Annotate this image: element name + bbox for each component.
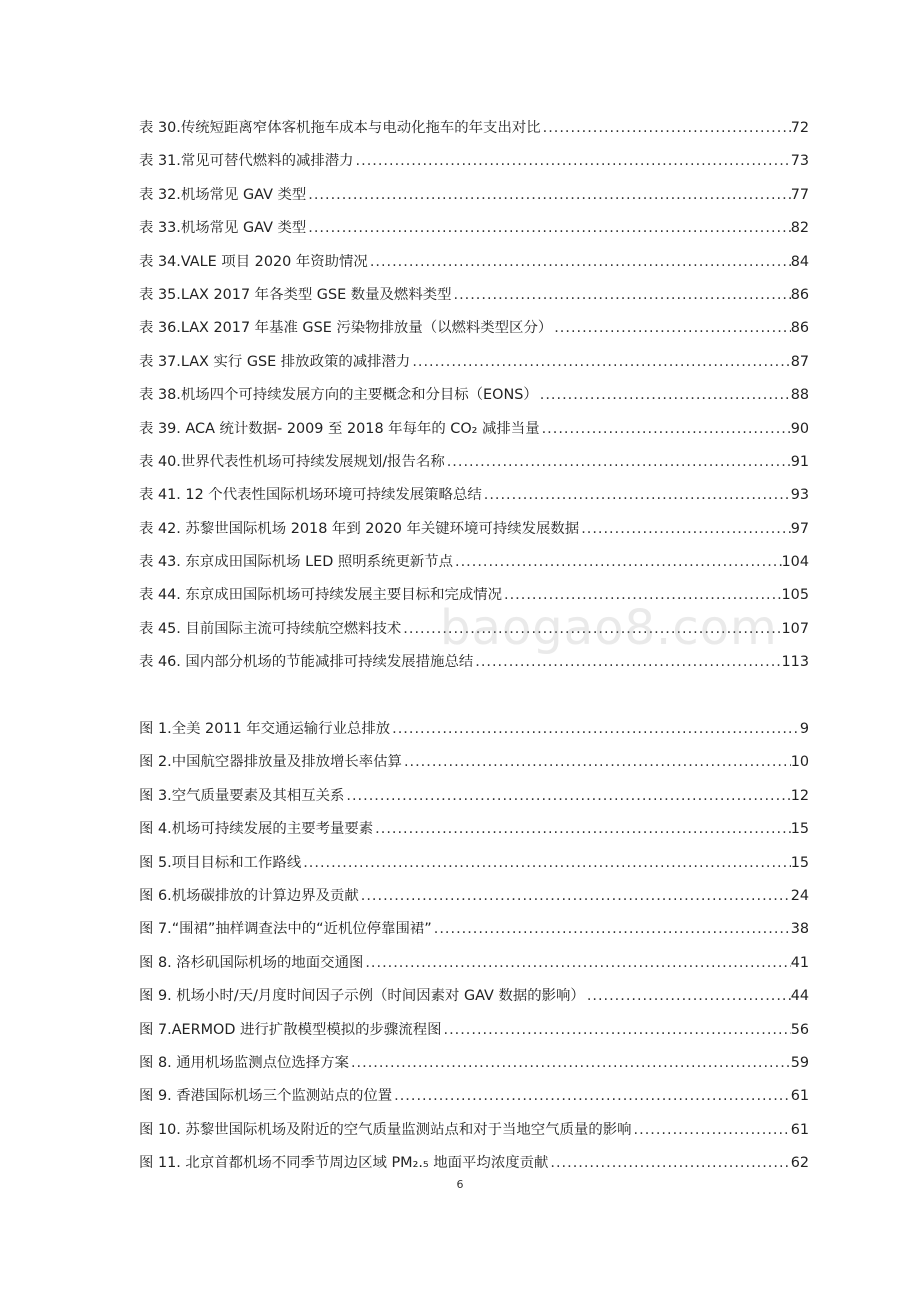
entry-label: 表 39. ACA 统计数据- 2009 至 2018 年每年的 CO₂ 减排当量 <box>139 420 540 437</box>
entry-label: 表 34.VALE 项目 2020 年资助情况 <box>139 253 368 270</box>
leader-dots <box>354 145 791 178</box>
toc-entry-figure-10[interactable] <box>139 1114 809 1147</box>
entry-page: 9 <box>799 721 809 737</box>
toc-entry-figure-11[interactable] <box>139 1147 809 1180</box>
entry-label: 表 42. 苏黎世国际机场 2018 年到 2020 年关键环境可持续发展数据 <box>139 520 580 537</box>
leader-dots <box>401 613 781 646</box>
toc-entry-table-44[interactable] <box>139 579 809 612</box>
entry-page: 84 <box>790 253 809 270</box>
toc-entry-figure-6[interactable] <box>139 880 809 913</box>
entry-label: 表 36.LAX 2017 年基准 GSE 污染物排放量（以燃料类型区分） <box>139 320 553 337</box>
leader-dots <box>363 947 790 980</box>
toc-entry-figure-3[interactable] <box>139 780 809 813</box>
entry-label: 表 31.常见可替代燃料的减排潜力 <box>139 153 354 170</box>
entry-label: 表 30.传统短距离窄体客机拖车成本与电动化拖车的年支出对比 <box>139 120 541 136</box>
entry-label: 图 3.空气质量要素及其相互关系 <box>139 787 345 804</box>
entry-page: 12 <box>790 787 809 804</box>
entry-label: 图 1.全美 2011 年交通运输行业总排放 <box>139 721 391 737</box>
entry-page: 97 <box>790 520 809 537</box>
leader-dots <box>452 279 791 312</box>
entry-page: 61 <box>790 1121 809 1138</box>
entry-page: 86 <box>790 286 809 303</box>
entry-page: 72 <box>790 120 809 136</box>
entry-page: 87 <box>790 353 809 370</box>
leader-dots <box>538 379 791 412</box>
entry-label: 表 44. 东京成田国际机场可持续发展主要目标和完成情况 <box>139 587 503 604</box>
entry-page: 41 <box>790 954 809 971</box>
entry-page: 93 <box>790 487 809 504</box>
leader-dots <box>442 1014 791 1047</box>
leader-dots <box>482 479 791 512</box>
leader-dots <box>359 880 791 913</box>
leader-dots <box>432 913 791 946</box>
leader-dots <box>502 579 782 612</box>
entry-page: 86 <box>790 320 809 337</box>
leader-dots <box>579 513 791 546</box>
entry-page: 15 <box>790 854 809 871</box>
entry-label: 表 43. 东京成田国际机场 LED 照明系统更新节点 <box>139 554 454 571</box>
entry-label: 图 8. 洛杉矶国际机场的地面交通图 <box>139 954 364 971</box>
toc-entry-figure-7[interactable] <box>139 913 809 946</box>
entry-label: 表 46. 国内部分机场的节能减排可持续发展措施总结 <box>139 654 474 671</box>
toc-entry-figure-8b[interactable] <box>139 1047 809 1080</box>
leader-dots <box>453 546 782 579</box>
entry-page: 105 <box>781 587 809 604</box>
toc-entry-figure-1[interactable] <box>139 713 809 746</box>
entry-page: 88 <box>790 387 809 404</box>
leader-dots <box>548 1147 790 1180</box>
toc-entry-figure-5[interactable] <box>139 847 809 880</box>
leader-dots <box>410 346 790 379</box>
entry-page: 107 <box>781 620 809 637</box>
toc-entry-figure-9b[interactable] <box>139 1080 809 1113</box>
entry-label: 表 45. 目前国际主流可持续航空燃料技术 <box>139 620 402 637</box>
entry-label: 表 35.LAX 2017 年各类型 GSE 数量及燃料类型 <box>139 286 452 303</box>
entry-label: 图 7.“围裙”抽样调查法中的“近机位停靠围裙” <box>139 921 432 938</box>
entry-label: 图 9. 香港国际机场三个监测站点的位置 <box>139 1088 393 1105</box>
table-list <box>139 112 809 680</box>
leader-dots <box>552 312 790 345</box>
toc-entry-figure-9[interactable] <box>139 980 809 1013</box>
entry-label: 表 38.机场四个可持续发展方向的主要概念和分目标（EONS） <box>139 387 538 404</box>
entry-page: 44 <box>790 988 809 1005</box>
toc-entry-figure-4[interactable] <box>139 813 809 846</box>
entry-page: 77 <box>790 186 809 203</box>
leader-dots <box>392 1080 791 1113</box>
toc-entry-table-42[interactable] <box>139 513 809 546</box>
entry-label: 图 7.AERMOD 进行扩散模型模拟的步骤流程图 <box>139 1021 442 1038</box>
entry-label: 表 40.世界代表性机场可持续发展规划/报告名称 <box>139 453 445 470</box>
entry-label: 图 5.项目目标和工作路线 <box>139 854 302 871</box>
toc-entry-table-40[interactable] <box>139 446 809 479</box>
entry-page: 24 <box>790 887 809 904</box>
leader-dots <box>402 746 791 779</box>
toc-entry-figure-2[interactable] <box>139 746 809 779</box>
leader-dots <box>541 112 791 145</box>
entry-label: 图 11. 北京首都机场不同季节周边区域 PM₂.₅ 地面平均浓度贡献 <box>139 1155 549 1172</box>
toc-entry-table-43[interactable] <box>139 546 809 579</box>
entry-label: 表 33.机场常见 GAV 类型 <box>139 220 307 237</box>
entry-page: 56 <box>790 1021 809 1038</box>
leader-dots <box>473 646 781 679</box>
entry-label: 图 10. 苏黎世国际机场及附近的空气质量监测站点和对于当地空气质量的影响 <box>139 1121 632 1138</box>
entry-page: 61 <box>790 1088 809 1105</box>
leader-dots <box>368 246 791 279</box>
toc-entry-figure-8[interactable] <box>139 947 809 980</box>
leader-dots <box>301 847 790 880</box>
entry-page: 82 <box>790 220 809 237</box>
page-number: 6 <box>456 1178 464 1191</box>
toc-entry-table-36[interactable] <box>139 312 809 345</box>
toc-entry-table-31[interactable] <box>139 145 809 178</box>
leader-dots <box>349 1047 791 1080</box>
leader-dots <box>445 446 791 479</box>
toc-entry-table-32[interactable] <box>139 179 809 212</box>
entry-label: 图 2.中国航空器排放量及排放增长率估算 <box>139 754 402 771</box>
entry-label: 表 41. 12 个代表性国际机场环境可持续发展策略总结 <box>139 487 482 504</box>
entry-page: 38 <box>790 921 809 938</box>
entry-page: 104 <box>781 554 809 571</box>
toc-entry-table-45[interactable] <box>139 613 809 646</box>
entry-page: 10 <box>790 754 809 771</box>
leader-dots <box>373 813 791 846</box>
toc-entry-table-39[interactable] <box>139 413 809 446</box>
leader-dots <box>390 713 800 746</box>
entry-label: 表 32.机场常见 GAV 类型 <box>139 186 307 203</box>
figure-list <box>139 713 809 1180</box>
leader-dots <box>585 980 791 1013</box>
entry-page: 73 <box>790 153 809 170</box>
leader-dots <box>306 212 790 245</box>
leader-dots <box>306 179 790 212</box>
leader-dots <box>344 780 790 813</box>
toc-entry-table-33[interactable] <box>139 212 809 245</box>
entry-page: 59 <box>790 1054 809 1071</box>
entry-label: 图 6.机场碳排放的计算边界及贡献 <box>139 887 359 904</box>
entry-page: 62 <box>790 1155 809 1172</box>
toc-entry-table-46[interactable] <box>139 646 809 679</box>
toc-entry-figure-7b[interactable] <box>139 1014 809 1047</box>
entry-label: 表 37.LAX 实行 GSE 排放政策的减排潜力 <box>139 353 411 370</box>
toc-entry-table-35[interactable] <box>139 279 809 312</box>
toc-entry-table-34[interactable] <box>139 246 809 279</box>
entry-page: 91 <box>790 453 809 470</box>
leader-dots <box>540 413 791 446</box>
toc-entry-table-41[interactable] <box>139 479 809 512</box>
entry-label: 图 4.机场可持续发展的主要考量要素 <box>139 821 374 838</box>
leader-dots <box>632 1114 791 1147</box>
toc-entry-table-38[interactable] <box>139 379 809 412</box>
entry-label: 图 8. 通用机场监测点位选择方案 <box>139 1054 349 1071</box>
entry-label: 图 9. 机场小时/天/月度时间因子示例（时间因素对 GAV 数据的影响） <box>139 988 585 1005</box>
entry-page: 90 <box>790 420 809 437</box>
entry-page: 15 <box>790 821 809 838</box>
toc-entry-table-30[interactable] <box>139 112 809 145</box>
entry-page: 113 <box>781 654 809 671</box>
watermark: baogao8.com <box>440 600 778 656</box>
toc-entry-table-37[interactable] <box>139 346 809 379</box>
